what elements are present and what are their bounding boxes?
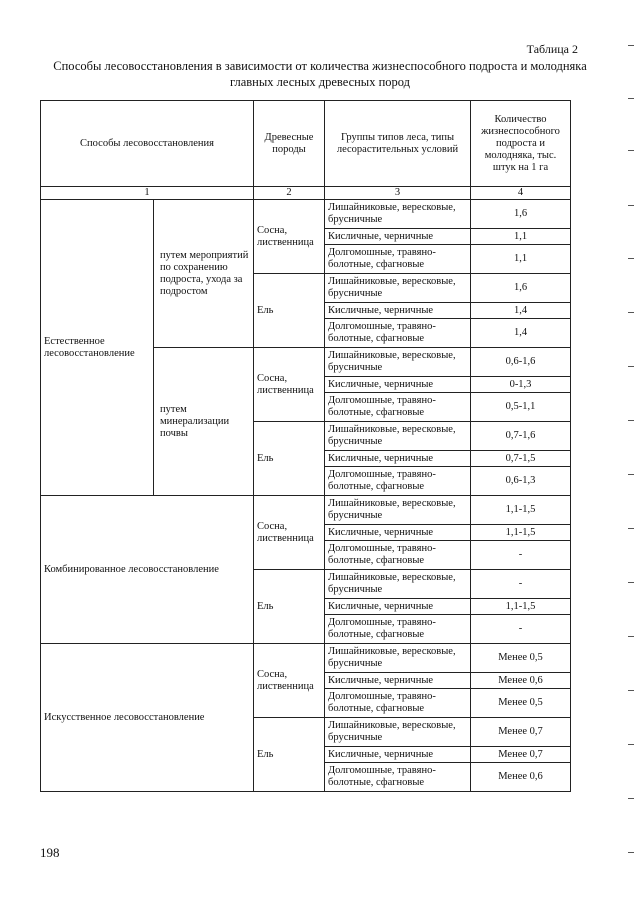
edge-mark <box>628 366 634 367</box>
column-number-row <box>41 187 571 200</box>
quantity-value: - <box>471 541 571 570</box>
edge-mark <box>628 852 634 853</box>
forest-group: Лишайниковые, вересковые, брусничные <box>325 348 471 377</box>
forest-group: Лишайниковые, вересковые, брусничные <box>325 644 471 673</box>
table-caption: Способы лесовосстановления в зависимости от количества жизнеспособного подроста и молодняка главных лесных древесных пород <box>53 59 587 89</box>
species-spruce: Ель <box>254 274 325 348</box>
forest-group: Кисличные, черничные <box>325 673 471 689</box>
quantity-value: Менее 0,5 <box>471 689 571 718</box>
header-row <box>41 101 571 187</box>
col-number: 3 <box>325 187 471 200</box>
forest-group: Долгомошные, травяно-болотные, сфагновые <box>325 763 471 792</box>
quantity-value: 1,4 <box>471 303 571 319</box>
forest-group: Кисличные, черничные <box>325 377 471 393</box>
edge-mark <box>628 744 634 745</box>
forest-group: Кисличные, черничные <box>325 451 471 467</box>
forest-group: Долгомошные, травяно-болотные, сфагновые <box>325 245 471 274</box>
species-pine: Сосна, лиственница <box>254 200 325 274</box>
quantity-value: - <box>471 615 571 644</box>
forest-group: Долгомошные, травяно-болотные, сфагновые <box>325 689 471 718</box>
quantity-value: 1,1-1,5 <box>471 496 571 525</box>
forest-group: Долгомошные, травяно-болотные, сфагновые <box>325 467 471 496</box>
edge-mark <box>628 45 634 46</box>
submethod-measures: путем мероприятий по сохранению подроста, ухода за подростом <box>154 200 254 348</box>
quantity-value: Менее 0,7 <box>471 747 571 763</box>
col-number: 4 <box>471 187 571 200</box>
quantity-value: 0,7-1,5 <box>471 451 571 467</box>
forest-group: Долгомошные, травяно-болотные, сфагновые <box>325 541 471 570</box>
col-number: 2 <box>254 187 325 200</box>
edge-mark <box>628 690 634 691</box>
header-methods: Способы лесовосстановления <box>41 101 254 187</box>
edge-mark <box>628 258 634 259</box>
forest-group: Долгомошные, травяно-болотные, сфагновые <box>325 393 471 422</box>
scan-edge-marks <box>624 0 634 905</box>
quantity-value: 0,6-1,6 <box>471 348 571 377</box>
table-row <box>41 644 571 673</box>
forest-group: Кисличные, черничные <box>325 303 471 319</box>
quantity-value: 1,6 <box>471 200 571 229</box>
method-natural: Естественное лесовосстановление <box>41 200 154 496</box>
forest-group: Лишайниковые, вересковые, брусничные <box>325 718 471 747</box>
quantity-value: Менее 0,7 <box>471 718 571 747</box>
quantity-value: 0,7-1,6 <box>471 422 571 451</box>
edge-mark <box>628 636 634 637</box>
species-pine: Сосна, лиственница <box>254 496 325 570</box>
quantity-value: 0,5-1,1 <box>471 393 571 422</box>
forest-group: Лишайниковые, вересковые, брусничные <box>325 274 471 303</box>
quantity-value: 0-1,3 <box>471 377 571 393</box>
header-species: Древесные породы <box>254 101 325 187</box>
table-row <box>41 200 571 229</box>
species-pine: Сосна, лиственница <box>254 644 325 718</box>
edge-mark <box>628 474 634 475</box>
edge-mark <box>628 528 634 529</box>
edge-mark <box>628 798 634 799</box>
quantity-value: 1,1-1,5 <box>471 599 571 615</box>
species-spruce: Ель <box>254 718 325 792</box>
forest-group: Лишайниковые, вересковые, брусничные <box>325 496 471 525</box>
forest-group: Долгомошные, травяно-болотные, сфагновые <box>325 319 471 348</box>
edge-mark <box>628 420 634 421</box>
table-row <box>41 496 571 525</box>
species-pine: Сосна, лиственница <box>254 348 325 422</box>
quantity-value: 0,6-1,3 <box>471 467 571 496</box>
quantity-value: - <box>471 570 571 599</box>
quantity-value: Менее 0,6 <box>471 763 571 792</box>
species-spruce: Ель <box>254 422 325 496</box>
quantity-value: 1,1-1,5 <box>471 525 571 541</box>
table-label: Таблица 2 <box>526 42 578 56</box>
forest-group: Лишайниковые, вересковые, брусничные <box>325 200 471 229</box>
header-groups: Группы типов леса, типы лесорастительных условий <box>325 101 471 187</box>
quantity-value: 1,1 <box>471 229 571 245</box>
edge-mark <box>628 312 634 313</box>
edge-mark <box>628 582 634 583</box>
page-number: 198 <box>40 845 60 860</box>
quantity-value: 1,1 <box>471 245 571 274</box>
forest-group: Кисличные, черничные <box>325 747 471 763</box>
forest-group: Лишайниковые, вересковые, брусничные <box>325 422 471 451</box>
header-quantity: Количество жизнеспособного подроста и молодняка, тыс. штук на 1 га <box>471 101 571 187</box>
forest-group: Лишайниковые, вересковые, брусничные <box>325 570 471 599</box>
quantity-value: 1,6 <box>471 274 571 303</box>
species-spruce: Ель <box>254 570 325 644</box>
submethod-mineralization: путем минерализации почвы <box>154 348 254 496</box>
method-combined: Комбинированное лесовосстановление <box>41 496 254 644</box>
edge-mark <box>628 150 634 151</box>
forest-group: Кисличные, черничные <box>325 599 471 615</box>
forest-group: Кисличные, черничные <box>325 229 471 245</box>
reforestation-table <box>40 100 571 792</box>
edge-mark <box>628 98 634 99</box>
col-number: 1 <box>41 187 254 200</box>
forest-group: Долгомошные, травяно-болотные, сфагновые <box>325 615 471 644</box>
quantity-value: Менее 0,6 <box>471 673 571 689</box>
method-artificial: Искусственное лесовосстановление <box>41 644 254 792</box>
quantity-value: Менее 0,5 <box>471 644 571 673</box>
edge-mark <box>628 205 634 206</box>
forest-group: Кисличные, черничные <box>325 525 471 541</box>
quantity-value: 1,4 <box>471 319 571 348</box>
